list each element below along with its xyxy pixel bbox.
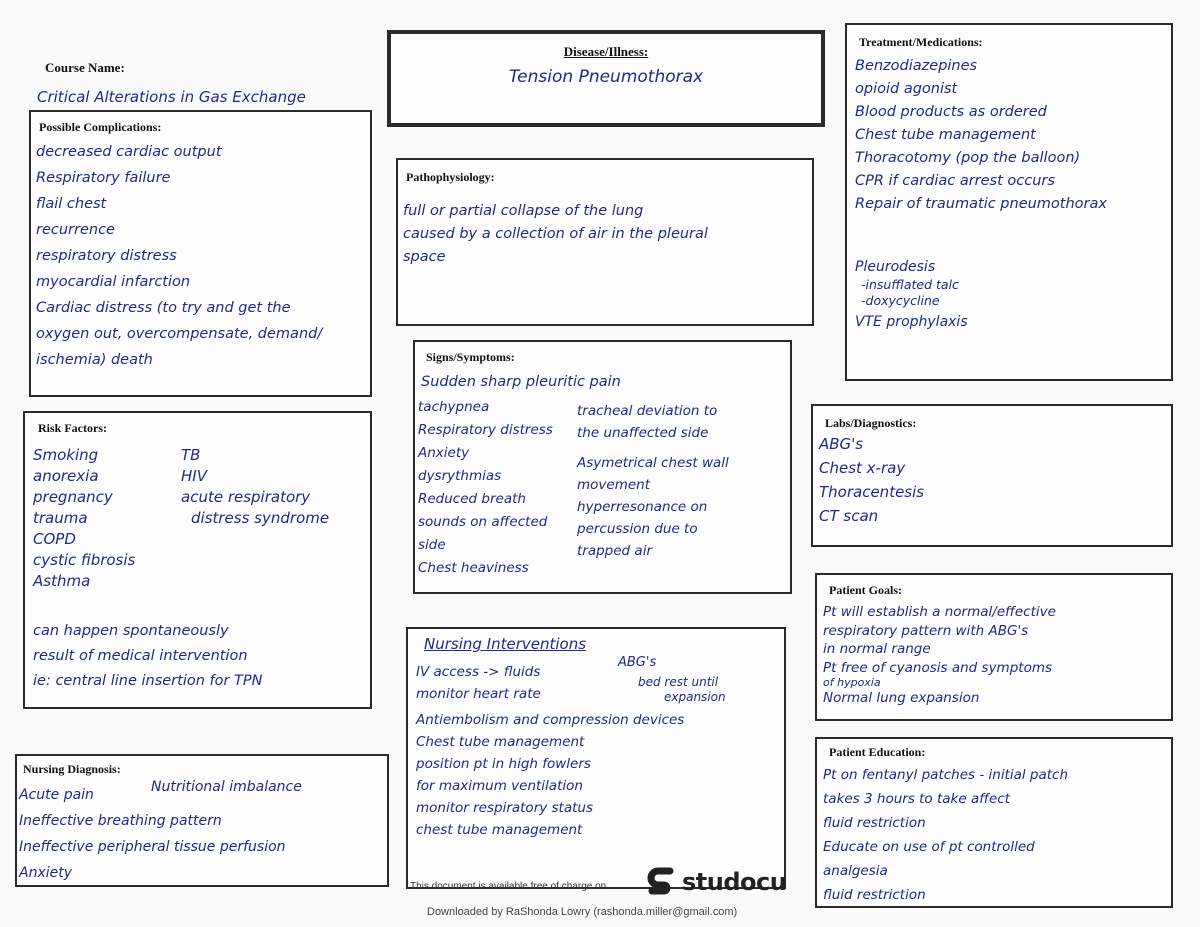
education-box — [815, 737, 1173, 908]
treatment-item: -doxycycline — [861, 293, 940, 308]
interventions-side — [618, 655, 726, 705]
treatment-list — [855, 55, 1107, 216]
complication-item: oxygen out, overcompensate, demand/ — [36, 326, 323, 342]
treatment-box — [845, 23, 1173, 381]
sign-item: Respiratory distress — [418, 422, 553, 438]
studocu-logo-icon — [646, 865, 676, 899]
intervention-item: position pt in high fowlers — [416, 756, 591, 772]
interventions-box — [406, 627, 786, 892]
risk-item: Smoking — [33, 446, 99, 464]
course-name-label: Course Name: — [45, 60, 125, 75]
diagnosis-side: Nutritional imbalance — [151, 779, 302, 795]
risk-item: acute respiratory — [181, 488, 311, 506]
lab-item: Chest x-ray — [819, 459, 906, 477]
goal-item: Pt will establish a normal/effective — [823, 604, 1056, 620]
treatment-item: Repair of traumatic pneumothorax — [855, 196, 1107, 212]
education-item: takes 3 hours to take affect — [823, 791, 1011, 807]
risk-note: result of medical intervention — [33, 648, 248, 664]
complication-item: Cardiac distress (to try and get the — [36, 300, 291, 316]
diagnosis-label: Nursing Diagnosis: — [23, 762, 121, 776]
goals-box — [815, 573, 1173, 721]
studocu-brand: studocu — [682, 868, 787, 896]
studocu-logo — [646, 864, 786, 900]
sign-item: percussion due to — [577, 521, 698, 537]
risk-box — [23, 411, 372, 709]
intervention-item: IV access -> fluids — [416, 664, 541, 680]
education-item: analgesia — [823, 863, 888, 879]
sign-item: hyperresonance on — [577, 499, 708, 515]
treatment-item: Thoracotomy (pop the balloon) — [855, 150, 1081, 166]
pathophysiology-line: caused by a collection of air in the pleural — [403, 226, 708, 242]
signs-right-list — [577, 400, 729, 562]
risk-right-list — [181, 445, 329, 529]
risk-item: anorexia — [33, 467, 99, 485]
intervention-item: Antiembolism and compression devices — [416, 712, 685, 728]
intervention-item: for maximum ventilation — [416, 778, 583, 794]
signs-box — [413, 340, 792, 594]
sign-item: movement — [577, 477, 651, 493]
risk-note: ie: central line insertion for TPN — [33, 673, 263, 689]
treatment-label: Treatment/Medications: — [859, 35, 983, 49]
treatment-item: opioid agonist — [855, 81, 958, 97]
risk-item: COPD — [33, 530, 76, 548]
signs-left-list — [418, 396, 553, 580]
intervention-note: ABG's — [618, 655, 657, 670]
sign-item: Chest heaviness — [418, 560, 529, 576]
disease-box — [387, 30, 825, 127]
sign-item: Asymetrical chest wall — [577, 455, 729, 471]
goal-item: of hypoxia — [823, 676, 881, 689]
signs-top: Sudden sharp pleuritic pain — [421, 374, 621, 390]
risk-item: HIV — [181, 467, 207, 485]
intervention-note: bed rest until — [638, 675, 719, 689]
diagnosis-item: Anxiety — [19, 865, 73, 881]
interventions-label: Nursing Interventions — [424, 635, 587, 653]
labs-label: Labs/Diagnostics: — [825, 416, 917, 430]
complications-box — [29, 110, 372, 397]
disease-label: Disease/Illness: — [563, 44, 649, 59]
diagnosis-box — [15, 754, 389, 887]
diagnosis-item: Acute pain — [19, 787, 94, 803]
lab-item: CT scan — [819, 507, 879, 525]
complications-label: Possible Complications: — [39, 120, 162, 134]
risk-item: Asthma — [33, 572, 91, 590]
risk-left-list — [33, 445, 135, 592]
pathophysiology-line: full or partial collapse of the lung — [403, 203, 644, 219]
treatment-list-2 — [855, 257, 968, 335]
education-item: fluid restriction — [823, 887, 926, 903]
intervention-item: monitor heart rate — [416, 686, 541, 702]
education-item: fluid restriction — [823, 815, 926, 831]
sign-item: tracheal deviation to — [577, 403, 718, 419]
sign-item: Reduced breath — [418, 491, 526, 507]
course-name-value: Critical Alterations in Gas Exchange — [37, 88, 306, 106]
treatment-item: Blood products as ordered — [855, 104, 1047, 120]
labs-list — [819, 432, 924, 528]
intervention-item: Chest tube management — [416, 734, 585, 750]
education-list — [823, 763, 1068, 907]
risk-label: Risk Factors: — [38, 421, 107, 435]
risk-item: pregnancy — [33, 488, 113, 506]
risk-item: trauma — [33, 509, 88, 527]
complication-item: flail chest — [36, 196, 107, 212]
sign-item: tachypnea — [418, 399, 490, 415]
goal-item: Pt free of cyanosis and symptoms — [823, 659, 1053, 676]
treatment-item: CPR if cardiac arrest occurs — [855, 173, 1055, 189]
labs-box — [811, 404, 1173, 547]
complications-list — [36, 139, 322, 373]
sign-item: dysrythmias — [418, 468, 502, 484]
available-note: This document is available free of charge on — [410, 881, 607, 892]
risk-item: TB — [181, 446, 201, 464]
complication-item: Respiratory failure — [36, 170, 171, 186]
risk-bottom-list — [33, 619, 263, 694]
pathophysiology-box — [396, 158, 814, 326]
diagnosis-item: Ineffective breathing pattern — [19, 813, 222, 829]
intervention-note: expansion — [664, 690, 726, 704]
lab-item: Thoracentesis — [819, 483, 925, 501]
risk-item: cystic fibrosis — [33, 551, 136, 569]
risk-item: distress syndrome — [191, 509, 330, 527]
sign-item: trapped air — [577, 543, 652, 559]
goal-item: in normal range — [823, 641, 931, 657]
treatment-item: VTE prophylaxis — [855, 314, 968, 330]
signs-label: Signs/Symptoms: — [426, 350, 515, 364]
sign-item: the unaffected side — [577, 425, 709, 441]
complication-item: ischemia) death — [36, 352, 153, 368]
pathophysiology-list — [403, 200, 708, 269]
treatment-item: Benzodiazepines — [855, 58, 978, 74]
diagnosis-item: Ineffective peripheral tissue perfusion — [19, 839, 286, 855]
intervention-item: chest tube management — [416, 822, 583, 838]
education-item: Pt on fentanyl patches - initial patch — [823, 767, 1069, 783]
goal-item: Normal lung expansion — [823, 690, 980, 706]
downloaded-by: Downloaded by RaShonda Lowry (rashonda.miller@gmail.com) — [427, 906, 738, 918]
lab-item: ABG's — [819, 435, 864, 453]
treatment-item: Pleurodesis — [855, 259, 936, 275]
intervention-item: monitor respiratory status — [416, 800, 594, 816]
complication-item: recurrence — [36, 222, 115, 238]
pathophysiology-label: Pathophysiology: — [406, 170, 495, 184]
sign-item: Anxiety — [418, 445, 470, 461]
sign-item: side — [418, 537, 446, 553]
education-label: Patient Education: — [829, 745, 926, 759]
goals-list — [823, 603, 1056, 708]
education-item: Educate on use of pt controlled — [823, 839, 1035, 855]
complication-item: decreased cardiac output — [36, 144, 222, 160]
goal-item: respiratory pattern with ABG's — [823, 622, 1029, 639]
goals-label: Patient Goals: — [829, 583, 902, 597]
disease-value: Tension Pneumothorax — [508, 67, 704, 87]
treatment-item: -insufflated talc — [861, 277, 959, 292]
complication-item: myocardial infarction — [36, 274, 191, 290]
treatment-item: Chest tube management — [855, 127, 1036, 143]
complication-item: respiratory distress — [36, 248, 177, 264]
sign-item: sounds on affected — [418, 514, 548, 530]
pathophysiology-line: space — [403, 249, 446, 265]
risk-note: can happen spontaneously — [33, 623, 229, 639]
